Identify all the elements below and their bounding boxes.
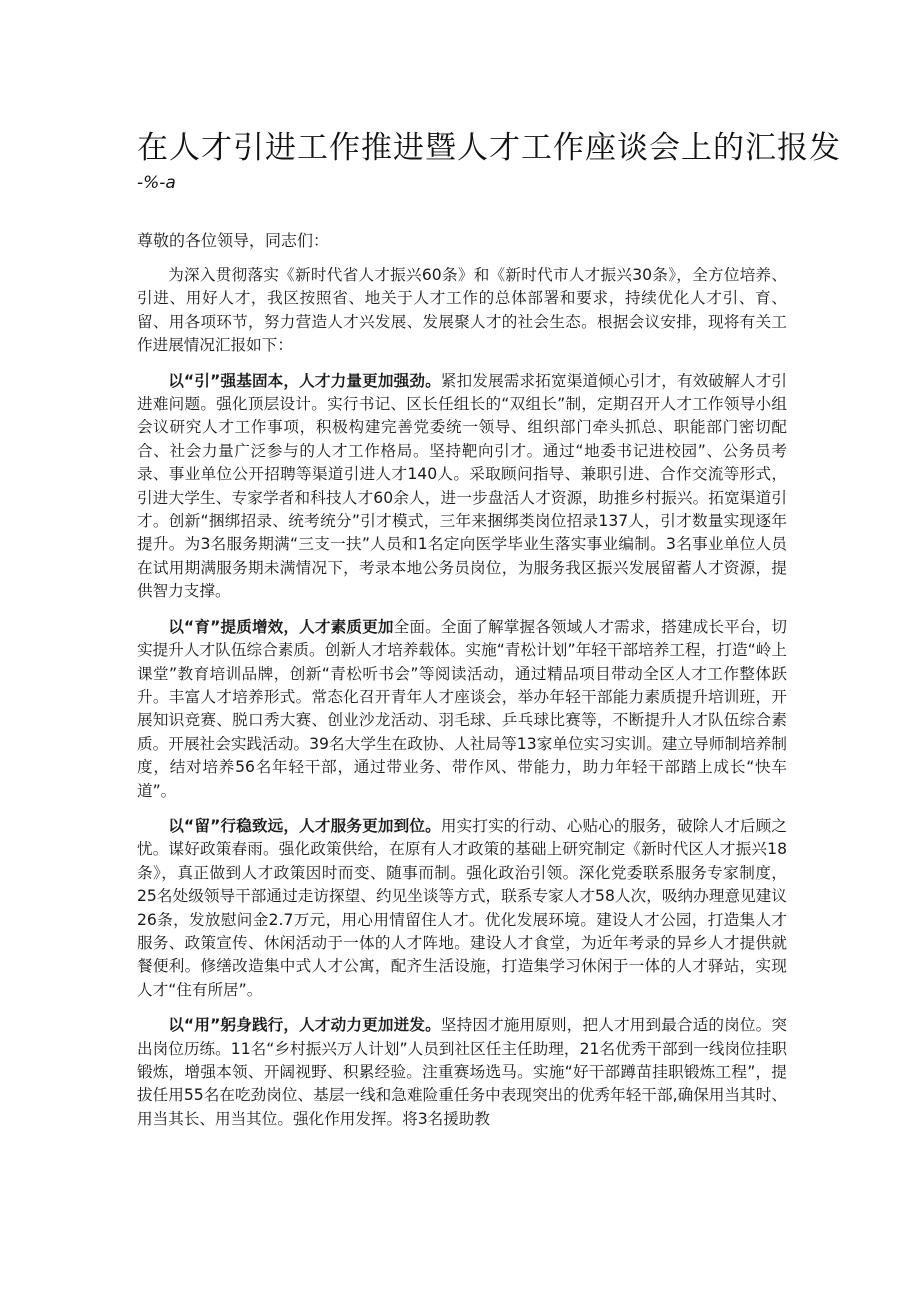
section-body: 紧扣发展需求拓宽渠道倾心引才，有效破解人才引进难问题。强化顶层设计。实行书记、区长任组长的“双组长”制，定期召开人才工作领导小组会议研究人才工作事项，积极构建完善党委统一领导、组织部门牵头抓总、职能部门密切配合、社会力量广泛参与的人才工作格局。坚持靶向引才。通过“地委书记进校园”、公务员考录、事业单位公开招聘等渠道引进人才140人。采取顾问指导、兼职引进、合作交流等形式，引进大学生、专家学者和科技人才60余人，进一步盘活人才资源，助推乡村振兴。拓宽渠道引才。创新“捆绑招录、统考统分”引才模式，三年来捆绑类岗位招录137人，引才数量实现逐年提升。为3名服务期满“三支一扶”人员和1名定向医学毕业生落实事业编制。3名事业单位人员在试用期满服务期未满情况下，考录本地公务员岗位，为服务我区振兴发展留蓄人才资源，提供智力支撑。 bbox=[137, 371, 787, 601]
section-heading: 以“引”强基固本，人才力量更加强劲。 bbox=[168, 371, 441, 390]
section-paragraph bbox=[137, 1014, 787, 1131]
section-heading: 以“育”提质增效，人才素质更加 bbox=[168, 617, 394, 636]
section-paragraph bbox=[137, 616, 787, 803]
section-body: 用实打实的行动、心贴心的服务，破除人才后顾之忧。谋好政策春雨。强化政策供给，在原有人才政策的基础上研究制定《新时代区人才振兴18条》，真正做到人才政策因时而变、随事而制。强化政治引领。深化党委联系服务专家制度，25名处级领导干部通过走访探望、约见坐谈等方式，联系专家人才58人次，吸纳办理意见建议26条，发放慰问金2.7万元，用心用情留住人才。优化发展环境。建设人才公园，打造集人才服务、政策宣传、休闲活动于一体的人才阵地。建设人才食堂，为近年考录的异乡人才提供就餐便利。修缮改造集中式人才公寓，配齐生活设施，打造集学习休闲于一体的人才驿站，实现人才“住有所居”。 bbox=[137, 816, 787, 999]
section-body: 坚持因才施用原则，把人才用到最合适的岗位。突出岗位历练。11名“乡村振兴万人计划”人员到社区任主任助理，21名优秀干部到一线岗位挂职锻炼，增强本领、开阔视野、积累经验。注重赛场选马。实施“好干部蹲苗挂职锻炼工程”，提拔任用55名在吃劲岗位、基层一线和急难险重任务中表现突出的优秀年轻干部,确保用当其时、用当其长、用当其位。强化作用发挥。将3名援助教 bbox=[137, 1016, 787, 1128]
section-body: 全面。全面了解掌握各领域人才需求，搭建成长平台，切实提升人才队伍综合素质。创新人才培养载体。实施“青松计划”年轻干部培养工程，打造“岭上课堂”教育培训品牌，创新“青松听书会”等阅读活动，通过精品项目带动全区人才工作整体跃升。丰富人才培养形式。常态化召开青年人才座谈会，举办年轻干部能力素质提升培训班，开展知识竞赛、脱口秀大赛、创业沙龙活动、羽毛球、乒乓球比赛等，不断提升人才队伍综合素质。开展社会实践活动。39名大学生在政协、人社局等13家单位实习实训。建立导师制培养制度，结对培养56名年轻干部，通过带业务、带作风、带能力，助力年轻干部踏上成长“快车道”。 bbox=[137, 617, 787, 800]
section-heading: 以“留”行稳致远，人才服务更加到位。 bbox=[168, 816, 441, 835]
document-title: 在人才引进工作推进暨人才工作座谈会上的汇报发 bbox=[137, 130, 841, 166]
section-heading: 以“用”躬身践行，人才动力更加迸发。 bbox=[168, 1016, 441, 1035]
document-subtitle: -%-a bbox=[137, 173, 176, 193]
intro-paragraph: 为深入贯彻落实《新时代省人才振兴60条》和《新时代市人才振兴30条》，全方位培养、引进、用好人才，我区按照省、地关于人才工作的总体部署和要求，持续优化人才引、育、留、用各项环节，努力营造人才兴发展、发展聚人才的社会生态。根据会议安排，现将有关工作进展情况汇报如下： bbox=[137, 266, 787, 355]
salutation: 尊敬的各位领导，同志们： bbox=[137, 231, 330, 250]
document-body bbox=[137, 264, 787, 1143]
section-paragraph bbox=[137, 815, 787, 1002]
section-paragraph bbox=[137, 370, 787, 604]
